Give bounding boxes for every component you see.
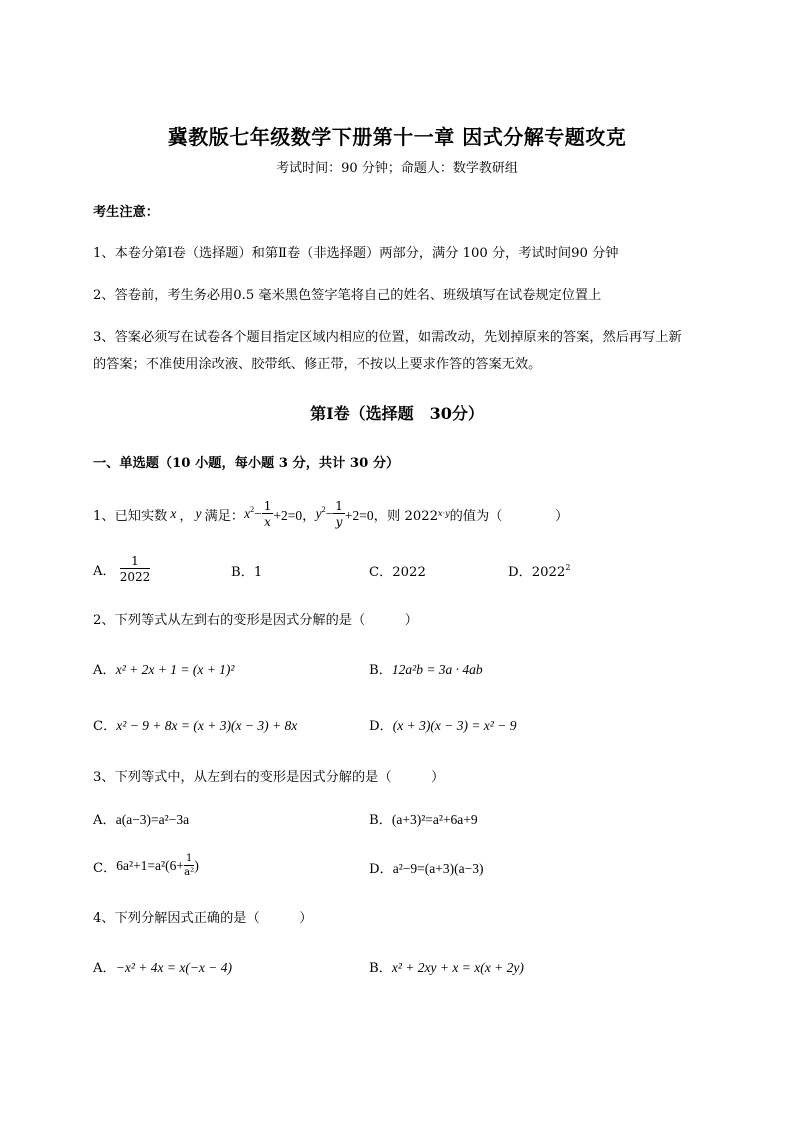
q3-option-a[interactable]: A．a(a−3)=a²−3a <box>93 812 190 828</box>
q3-option-c[interactable]: C． 6a²+1=a²(6+ $\frac{1}{\text{a²}}$ ) <box>93 853 199 878</box>
q4-option-a[interactable]: A．−x² + 4x = x(−x − 4) <box>93 960 233 976</box>
exam-info: 考试时间：90 分钟；命题人：数学教研组 <box>276 161 518 176</box>
page-title: 冀教版七年级数学下册第十一章 因式分解专题攻克 <box>167 125 627 149</box>
notice-item-3-cont: 的答案；不准使用涂改液、胶带纸、修正带，不按以上要求作答的答案无效。 <box>93 357 542 372</box>
q1-option-c[interactable]: C．2022 <box>369 565 426 580</box>
q1-option-b[interactable]: B．1 <box>231 565 263 580</box>
equation-y: $y^2-$ <box>315 505 334 521</box>
part-heading: 一、单选题（10 小题，每小题 3 分，共计 30 分） <box>93 456 400 471</box>
q2-option-b[interactable]: B．12a²b = 3a · 4ab <box>369 662 483 678</box>
notice-item-1: 1、本卷分第Ⅰ卷（选择题）和第Ⅱ卷（非选择题）两部分，满分 100 分，考试时间90 分钟 <box>93 246 619 261</box>
fraction-1-over-a2: $\frac{1}{\text{a²}}$ <box>184 853 195 878</box>
notice-heading: 考生注意： <box>93 205 159 220</box>
question-1-stem: 1、已知实数 x ， y 满足： $x^2-$ $\frac{1}{x}$ +2=0， $y^2-$ $\frac{1}{y}$ +2=0， 则 2022 x · y 的值为（ ） <box>93 499 569 529</box>
equation-x: $x^2-$ <box>244 505 262 521</box>
q2-option-d[interactable]: D．(x + 3)(x − 3) = x² − 9 <box>369 718 517 734</box>
q3-option-d[interactable]: D．a²−9=(a+3)(a−3) <box>369 861 484 877</box>
q1-option-a[interactable]: A． $\frac{1}{2022}$ <box>93 554 151 584</box>
fraction-1-over-2022: $\frac{1}{2022}$ <box>119 554 151 584</box>
notice-item-2: 2、答卷前，考生务必用0.5 毫米黑色签字笔将自己的姓名、班级填写在试卷规定位置上 <box>93 288 602 303</box>
notice-item-3: 3、答案必须写在试卷各个题目指定区域内相应的位置，如需改动，先划掉原来的答案，然后再写上新 <box>93 330 682 345</box>
question-2-stem: 2、下列等式从左到右的变形是因式分解的是（ ） <box>93 613 418 628</box>
question-4-stem: 4、下列分解因式正确的是（ ） <box>93 911 313 926</box>
q4-option-b[interactable]: B．x² + 2xy + x = x(x + 2y) <box>369 960 524 976</box>
fraction-1-over-x: $\frac{1}{x}$ <box>263 499 272 529</box>
fraction-1-over-y: $\frac{1}{y}$ <box>335 499 343 529</box>
q1-option-d[interactable]: D．2022$^2$ <box>508 563 571 580</box>
q2-option-c[interactable]: C．x² − 9 + 8x = (x + 3)(x − 3) + 8x <box>93 718 298 734</box>
question-3-stem: 3、下列等式中，从左到右的变形是因式分解的是（ ） <box>93 770 445 785</box>
q2-option-a[interactable]: A．x² + 2x + 1 = (x + 1)² <box>93 662 235 678</box>
section-title: 第Ⅰ卷（选择题 30分） <box>310 404 484 423</box>
q3-option-b[interactable]: B．(a+3)²=a²+6a+9 <box>369 812 478 828</box>
